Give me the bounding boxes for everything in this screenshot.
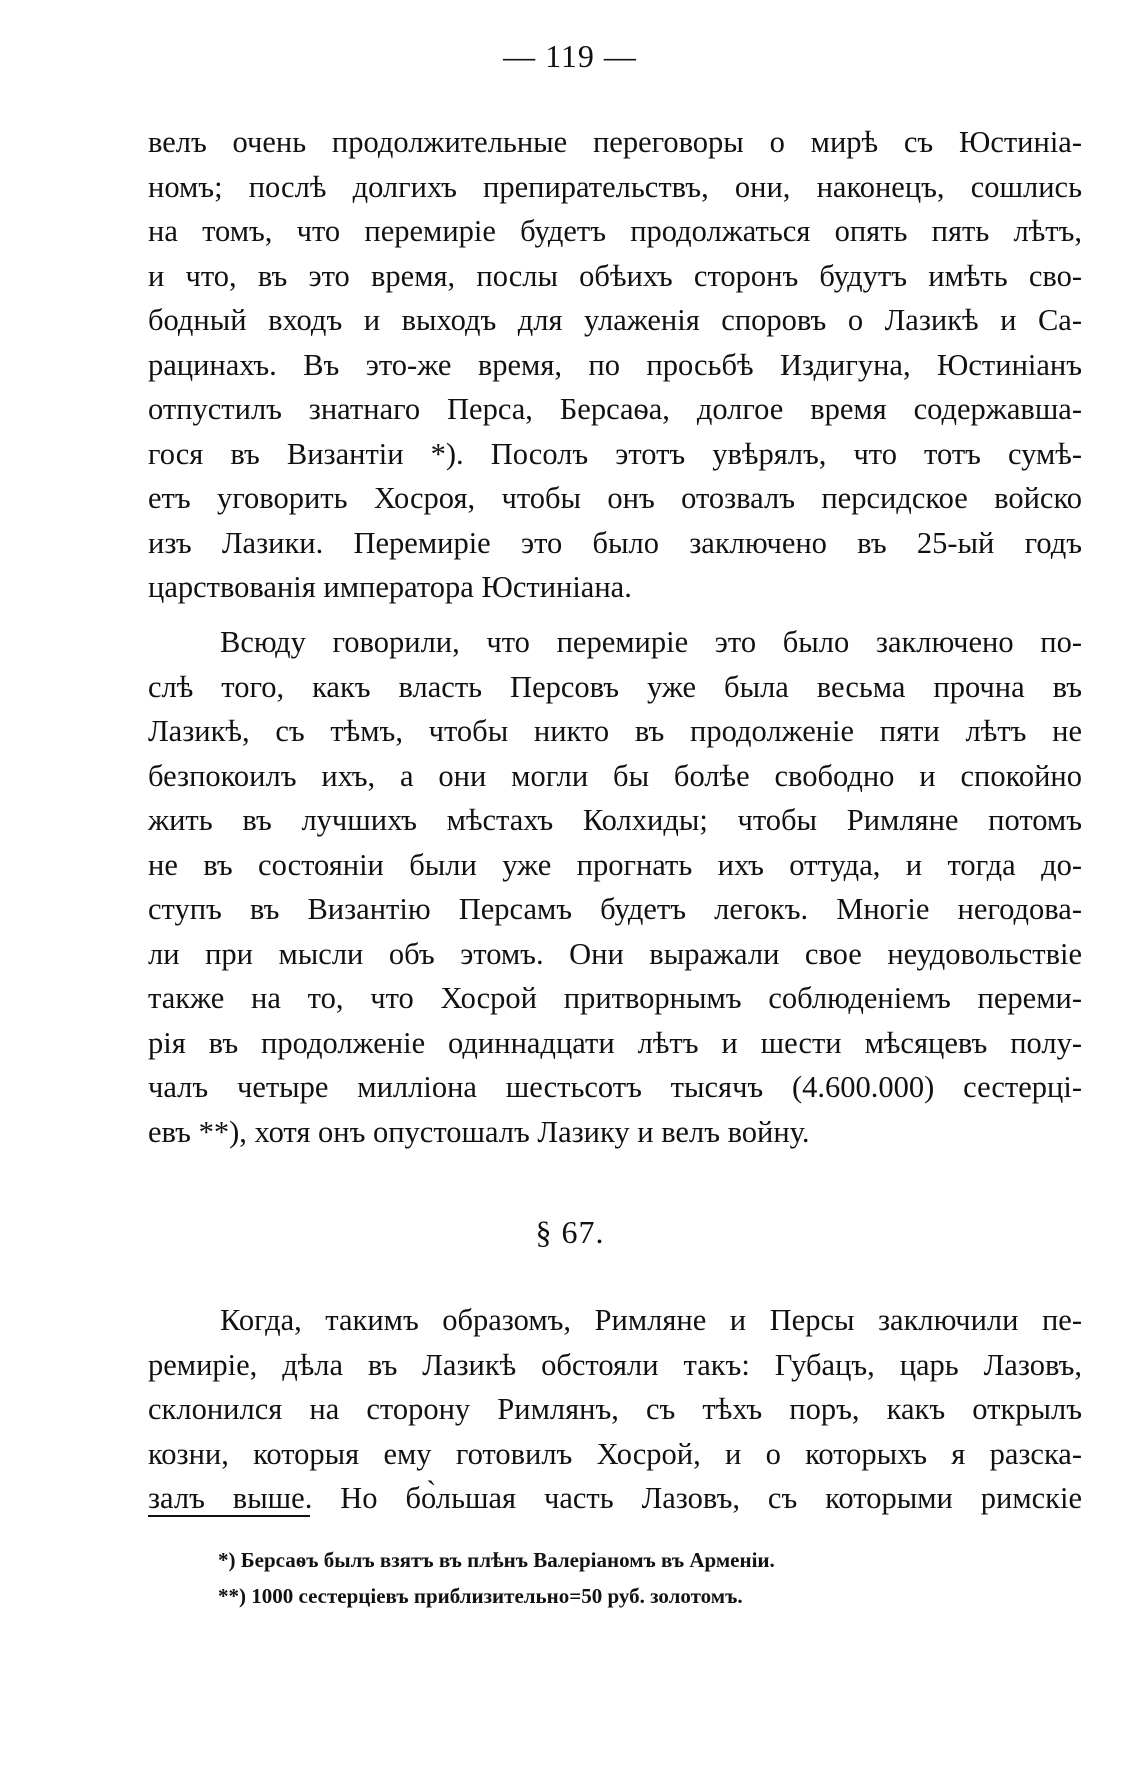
footnote-divider: [148, 1515, 310, 1517]
text-line: козни, которыя ему готовилъ Хосрой, и о которыхъ я разска-: [148, 1436, 1082, 1471]
text-line: склонился на сторону Римлянъ, съ тѣхъ поръ, какъ открылъ: [148, 1392, 1082, 1426]
text-line: также на то, что Хосрой притворнымъ соблюденіемъ переми-: [148, 981, 1082, 1015]
text-line: слѣ того, какъ власть Персовъ уже была весьма прочна въ: [148, 669, 1082, 704]
text-line: на томъ, что перемиріе будетъ продолжаться опять пять лѣтъ,: [148, 214, 1082, 248]
text-line: жить въ лучшихъ мѣстахъ Колхиды; чтобы Римляне потомъ: [148, 803, 1082, 837]
text-line: гося въ Византіи *). Посолъ этотъ увѣрялъ, что тотъ сумѣ-: [148, 436, 1082, 471]
text-line: залъ выше. Но бо̀льшая часть Лазовъ, съ которыми римскіе: [148, 1481, 1082, 1515]
text-line: велъ очень продолжительные переговоры о мирѣ съ Юстиніа-: [148, 125, 1082, 159]
text-line: ремиріе, дѣла въ Лазикѣ обстояли такъ: Губацъ, царь Лазовъ,: [148, 1347, 1082, 1382]
text-line: евъ **), хотя онъ опустошалъ Лазику и велъ войну.: [148, 1114, 810, 1149]
paragraph-3: [148, 1298, 1082, 1521]
text-line: царствованія императора Юстиніана.: [148, 570, 632, 604]
text-line: рацинахъ. Въ это-же время, по просьбѣ Издигуна, Юстиніанъ: [148, 347, 1082, 382]
page-number: — 119 —: [503, 38, 637, 74]
section-heading: § 67.: [535, 1214, 605, 1250]
text-line: не въ состояніи были уже прогнать ихъ оттуда, и тогда до-: [148, 847, 1082, 882]
footnote: **) 1000 сестерціевъ приблизительно=50 руб. золотомъ.: [218, 1584, 743, 1608]
text-line: ли при мысли объ этомъ. Они выражали свое неудовольствіе: [148, 936, 1082, 971]
text-line: отпустилъ знатнаго Перса, Берсаѳа, долгое время содержавша-: [148, 392, 1082, 426]
text-line: рія въ продолженіе одиннадцати лѣтъ и шести мѣсяцевъ полу-: [148, 1025, 1082, 1060]
text-line: ступъ въ Византію Персамъ будетъ легокъ. Многіе негодова-: [148, 892, 1082, 926]
text-line: безпокоилъ ихъ, а они могли бы болѣе свободно и спокойно: [148, 758, 1082, 793]
paragraph-2: [148, 620, 1082, 1154]
paragraph-1: [148, 120, 1082, 610]
text-line: номъ; послѣ долгихъ препирательствъ, они, наконецъ, сошлись: [148, 169, 1082, 204]
text-line: Когда, такимъ образомъ, Римляне и Персы заключили пе-: [220, 1303, 1082, 1337]
text-line: чалъ четыре милліона шестьсотъ тысячъ (4.600.000) сестерці-: [148, 1070, 1082, 1104]
text-line: Лазикѣ, съ тѣмъ, чтобы никто въ продолженіе пяти лѣтъ не: [148, 714, 1082, 748]
text-line: етъ уговорить Хосроя, чтобы онъ отозвалъ персидское войско: [148, 481, 1082, 515]
footnotes: [218, 1542, 978, 1614]
text-line: бодный входъ и выходъ для улаженія споровъ о Лазикѣ и Са-: [148, 303, 1082, 337]
text-line: и что, въ это время, послы обѣихъ сторонъ будутъ имѣть сво-: [148, 258, 1082, 293]
text-line: Всюду говорили, что перемиріе это было заключено по-: [220, 625, 1082, 659]
text-line: изъ Лазики. Перемиріе это было заключено въ 25-ый годъ: [148, 525, 1082, 560]
footnote: *) Берсаѳъ былъ взятъ въ плѣнъ Валеріаномъ въ Арменіи.: [218, 1548, 775, 1572]
